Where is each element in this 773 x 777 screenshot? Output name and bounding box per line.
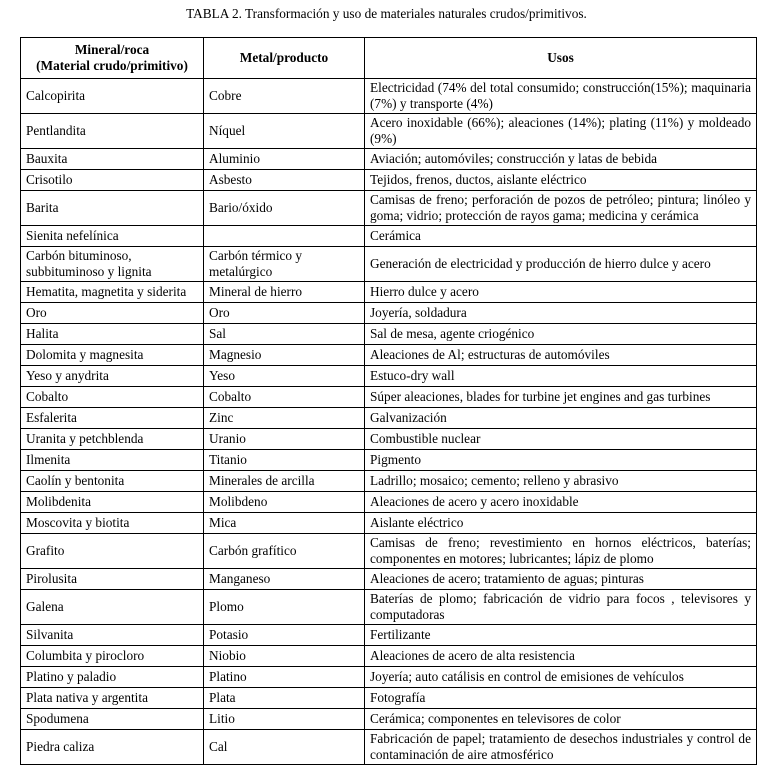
usos-cell: Fabricación de papel; tratamiento de desechos industriales y control de contaminación de aire atmosférico <box>365 730 757 765</box>
usos-cell: Baterías de plomo; fabricación de vidrio para focos , televisores y computadoras <box>365 590 757 625</box>
header-mineral-line1: Mineral/roca <box>74 42 150 57</box>
table-row <box>21 247 757 282</box>
metal-cell: Magnesio <box>204 345 365 366</box>
usos-cell: Galvanización <box>365 408 757 429</box>
metal-cell: Minerales de arcilla <box>204 471 365 492</box>
table-row <box>21 282 757 303</box>
usos-cell: Cerámica <box>365 226 757 247</box>
table-row <box>21 191 757 226</box>
usos-cell: Aislante eléctrico <box>365 513 757 534</box>
mineral-cell: Crisotilo <box>21 170 204 191</box>
metal-cell: Potasio <box>204 625 365 646</box>
header-mineral <box>21 38 204 79</box>
header-metal: Metal/producto <box>204 38 365 79</box>
table-row <box>21 366 757 387</box>
usos-cell: Acero inoxidable (66%); aleaciones (14%); plating (11%) y moldeado (9%) <box>365 114 757 149</box>
usos-cell: Aleaciones de acero de alta resistencia <box>365 646 757 667</box>
mineral-cell: Ilmenita <box>21 450 204 471</box>
metal-cell: Oro <box>204 303 365 324</box>
table-row <box>21 625 757 646</box>
table-row <box>21 534 757 569</box>
table-header <box>21 38 757 79</box>
usos-cell: Joyería, soldadura <box>365 303 757 324</box>
table-row <box>21 170 757 191</box>
table-row <box>21 492 757 513</box>
usos-cell: Aleaciones de acero; tratamiento de aguas; pinturas <box>365 569 757 590</box>
mineral-cell: Moscovita y biotita <box>21 513 204 534</box>
metal-cell: Cobre <box>204 79 365 114</box>
mineral-cell: Caolín y bentonita <box>21 471 204 492</box>
mineral-cell: Barita <box>21 191 204 226</box>
usos-cell: Joyería; auto catálisis en control de emisiones de vehículos <box>365 667 757 688</box>
table-row <box>21 667 757 688</box>
metal-cell: Uranio <box>204 429 365 450</box>
usos-cell: Tejidos, frenos, ductos, aislante eléctrico <box>365 170 757 191</box>
mineral-cell: Spodumena <box>21 709 204 730</box>
table-row <box>21 149 757 170</box>
mineral-cell: Dolomita y magnesita <box>21 345 204 366</box>
usos-cell: Estuco-dry wall <box>365 366 757 387</box>
table-row <box>21 471 757 492</box>
metal-cell: Zinc <box>204 408 365 429</box>
usos-cell: Súper aleaciones, blades for turbine jet engines and gas turbines <box>365 387 757 408</box>
usos-cell: Cerámica; componentes en televisores de color <box>365 709 757 730</box>
table-caption: TABLA 2. Transformación y uso de materiales naturales crudos/primitivos. <box>186 6 587 21</box>
mineral-cell: Yeso y anydrita <box>21 366 204 387</box>
table-row <box>21 303 757 324</box>
usos-cell: Aleaciones de acero y acero inoxidable <box>365 492 757 513</box>
table-row <box>21 513 757 534</box>
metal-cell: Carbón térmico y metalúrgico <box>204 247 365 282</box>
mineral-cell: Grafito <box>21 534 204 569</box>
metal-cell: Cal <box>204 730 365 765</box>
table-row <box>21 709 757 730</box>
metal-cell: Plata <box>204 688 365 709</box>
usos-cell: Sal de mesa, agente criogénico <box>365 324 757 345</box>
usos-cell: Fertilizante <box>365 625 757 646</box>
mineral-cell: Molibdenita <box>21 492 204 513</box>
mineral-cell: Pirolusita <box>21 569 204 590</box>
mineral-cell: Platino y paladio <box>21 667 204 688</box>
metal-cell: Yeso <box>204 366 365 387</box>
table-row <box>21 429 757 450</box>
mineral-cell: Pentlandita <box>21 114 204 149</box>
table-body <box>21 79 757 765</box>
usos-cell: Electricidad (74% del total consumido; construcción(15%); maquinaria (7%) y transporte (4%) <box>365 79 757 114</box>
mineral-cell: Sienita nefelínica <box>21 226 204 247</box>
metal-cell: Manganeso <box>204 569 365 590</box>
mineral-cell: Esfalerita <box>21 408 204 429</box>
header-usos: Usos <box>365 38 757 79</box>
mineral-cell: Cobalto <box>21 387 204 408</box>
mineral-cell: Columbita y pirocloro <box>21 646 204 667</box>
mineral-cell: Piedra caliza <box>21 730 204 765</box>
metal-cell: Plomo <box>204 590 365 625</box>
mineral-cell: Carbón bituminoso, subbituminoso y lignita <box>21 247 204 282</box>
metal-cell: Litio <box>204 709 365 730</box>
metal-cell: Carbón grafítico <box>204 534 365 569</box>
mineral-cell: Bauxita <box>21 149 204 170</box>
table-row <box>21 730 757 765</box>
minerals-table <box>20 37 757 765</box>
metal-cell <box>204 226 365 247</box>
usos-cell: Combustible nuclear <box>365 429 757 450</box>
table-row <box>21 79 757 114</box>
mineral-cell: Hematita, magnetita y siderita <box>21 282 204 303</box>
usos-cell: Aviación; automóviles; construcción y latas de bebida <box>365 149 757 170</box>
mineral-cell: Silvanita <box>21 625 204 646</box>
usos-cell: Camisas de freno; revestimiento en hornos eléctricos, baterías; componentes en motores; lubricantes; lápiz de plomo <box>365 534 757 569</box>
usos-cell: Pigmento <box>365 450 757 471</box>
usos-cell: Aleaciones de Al; estructuras de automóviles <box>365 345 757 366</box>
metal-cell: Niobio <box>204 646 365 667</box>
metal-cell: Níquel <box>204 114 365 149</box>
table-row <box>21 569 757 590</box>
metal-cell: Asbesto <box>204 170 365 191</box>
table-row <box>21 324 757 345</box>
table-row <box>21 408 757 429</box>
usos-cell: Camisas de freno; perforación de pozos de petróleo; pintura; linóleo y goma; vidrio; protección de rayos gama; medicina y cerámica <box>365 191 757 226</box>
usos-cell: Hierro dulce y acero <box>365 282 757 303</box>
table-row <box>21 387 757 408</box>
metal-cell: Aluminio <box>204 149 365 170</box>
metal-cell: Sal <box>204 324 365 345</box>
metal-cell: Molibdeno <box>204 492 365 513</box>
mineral-cell: Calcopirita <box>21 79 204 114</box>
header-row <box>21 38 757 79</box>
header-mineral-line2: (Material crudo/primitivo) <box>36 58 188 73</box>
mineral-cell: Galena <box>21 590 204 625</box>
table-row <box>21 345 757 366</box>
table-row <box>21 590 757 625</box>
mineral-cell: Halita <box>21 324 204 345</box>
table-row <box>21 688 757 709</box>
table-row <box>21 114 757 149</box>
metal-cell: Cobalto <box>204 387 365 408</box>
metal-cell: Mica <box>204 513 365 534</box>
metal-cell: Platino <box>204 667 365 688</box>
usos-cell: Fotografía <box>365 688 757 709</box>
mineral-cell: Oro <box>21 303 204 324</box>
mineral-cell: Uranita y petchblenda <box>21 429 204 450</box>
table-row <box>21 450 757 471</box>
usos-cell: Ladrillo; mosaico; cemento; relleno y abrasivo <box>365 471 757 492</box>
metal-cell: Bario/óxido <box>204 191 365 226</box>
table-row <box>21 646 757 667</box>
metal-cell: Titanio <box>204 450 365 471</box>
metal-cell: Mineral de hierro <box>204 282 365 303</box>
table-row <box>21 226 757 247</box>
mineral-cell: Plata nativa y argentita <box>21 688 204 709</box>
usos-cell: Generación de electricidad y producción de hierro dulce y acero <box>365 247 757 282</box>
